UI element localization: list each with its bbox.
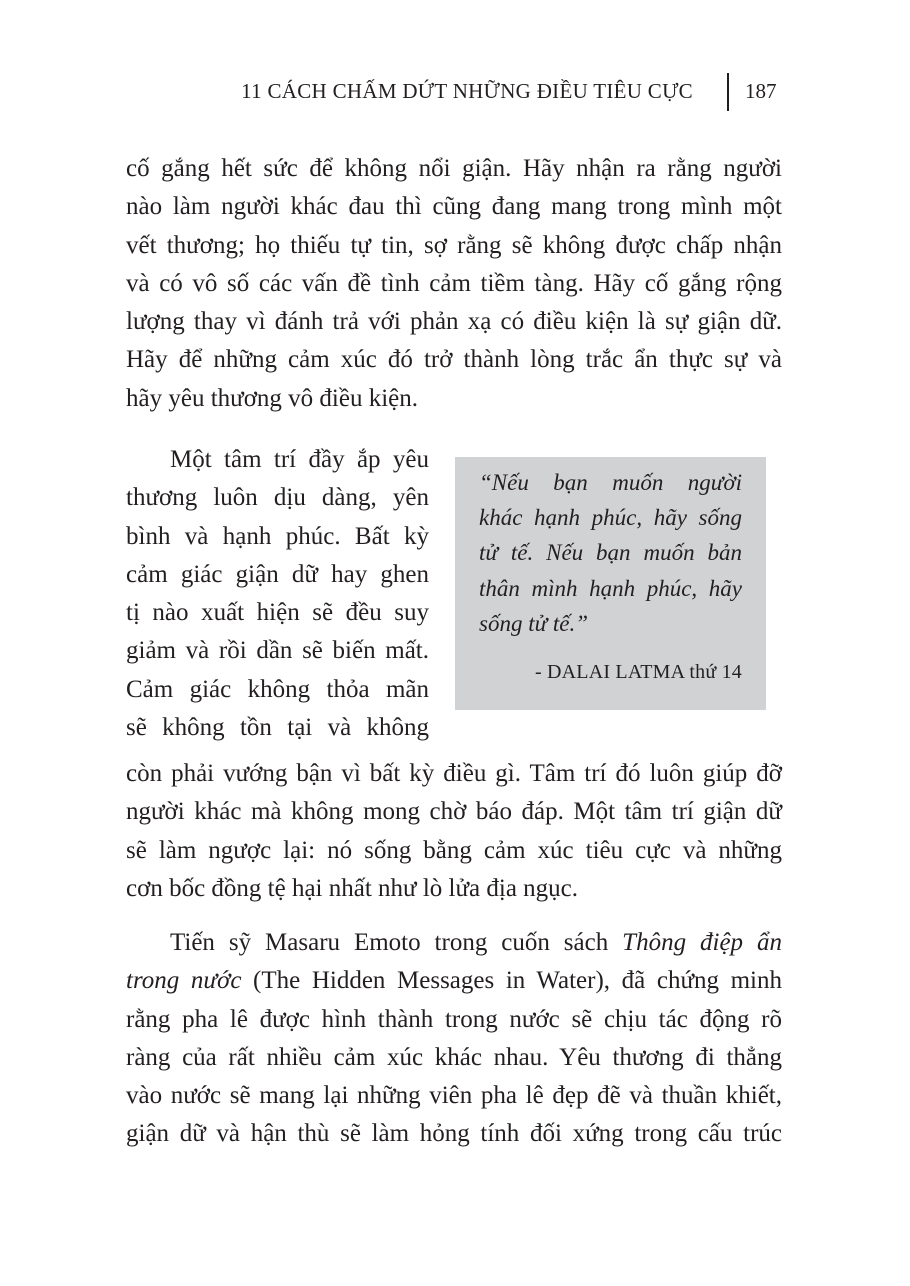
quote-line: thân mình hạnh phúc, hãy <box>479 575 742 601</box>
paragraph-2-continued <box>126 755 782 908</box>
quote-line: tử tế. Nếu bạn muốn bản <box>479 540 742 566</box>
header-divider <box>727 73 729 111</box>
text-line: còn phải vướng bận vì bất kỳ điều gì. Tâm trí đó luôn giúp đỡ <box>126 760 782 787</box>
text-line: giảm và rồi dần sẽ biến mất. <box>126 637 429 665</box>
text-line: sẽ làm ngược lại: nó sống bằng cảm xúc tiêu cực và những <box>126 836 782 864</box>
quote-attribution: - DALAI LATMA thứ 14 <box>534 661 742 683</box>
text-line: Hãy để những cảm xúc đó trở thành lòng trắc ẩn thực sự và <box>126 346 782 374</box>
text-line: nào làm người khác đau thì cũng đang mang trong mình một <box>126 193 782 221</box>
text-line <box>126 924 782 962</box>
running-header <box>0 73 910 113</box>
text-segment: Tiến sỹ Masaru Emoto trong cuốn sách <box>170 929 623 956</box>
quote-line: “Nếu bạn muốn người <box>479 470 742 495</box>
text-line: cố gắng hết sức để không nổi giận. Hãy nhận ra rằng người <box>126 155 782 182</box>
text-line: Một tâm trí đầy ắp yêu <box>170 446 429 473</box>
quote-line: sống tử tế.” <box>479 610 589 636</box>
text-line: vào nước sẽ mang lại những viên pha lê đẹp đẽ và thuần khiết, <box>126 1082 782 1110</box>
text-line: sẽ không tồn tại và không <box>126 714 429 742</box>
text-line: bình và hạnh phúc. Bất kỳ <box>126 522 429 550</box>
chapter-title: 11 CÁCH CHẤM DỨT NHỮNG ĐIỀU TIÊU CỰC <box>241 79 693 103</box>
text-line: vết thương; họ thiếu tự tin, sợ rằng sẽ không được chấp nhận <box>126 231 782 259</box>
text-line: ràng của rất nhiều cảm xúc khác nhau. Yêu thương đi thẳng <box>126 1043 782 1071</box>
paragraph-1 <box>126 150 782 418</box>
text-line: người khác mà không mong chờ báo đáp. Một tâm trí giận dữ <box>126 798 782 826</box>
pull-quote-box <box>455 457 766 710</box>
text-line <box>126 962 782 1000</box>
text-line: cảm giác giận dữ hay ghen <box>126 560 429 588</box>
text-line: cơn bốc đồng tệ hại nhất như lò lửa địa ngục. <box>126 874 579 902</box>
pull-quote-text <box>479 465 742 641</box>
paragraph-3 <box>126 924 782 1154</box>
text-line: lượng thay vì đánh trả với phản xạ có điều kiện là sự giận dữ. <box>126 308 782 336</box>
quote-line: khác hạnh phúc, hãy sống <box>479 505 742 531</box>
text-line: hãy yêu thương vô điều kiện. <box>126 384 418 412</box>
text-line: rằng pha lê được hình thành trong nước sẽ chịu tác động rõ <box>126 1005 782 1033</box>
text-segment: (The Hidden Messages in Water), đã chứng minh <box>241 967 782 995</box>
text-line: thương luôn dịu dàng, yên <box>126 484 429 512</box>
text-line: Cảm giác không thỏa mãn <box>126 675 429 703</box>
text-line: tị nào xuất hiện sẽ đều suy <box>126 599 429 627</box>
book-title-italic: trong nước <box>126 967 242 995</box>
paragraph-2-narrow <box>126 441 429 747</box>
text-line: giận dữ và hận thù sẽ làm hỏng tính đối xứng trong cấu trúc <box>126 1120 782 1148</box>
book-title-italic: Thông điệp ẩn <box>622 929 782 956</box>
page-number: 187 <box>745 79 777 103</box>
text-line: và có vô số các vấn đề tình cảm tiềm tàng. Hãy cố gắng rộng <box>126 269 782 297</box>
